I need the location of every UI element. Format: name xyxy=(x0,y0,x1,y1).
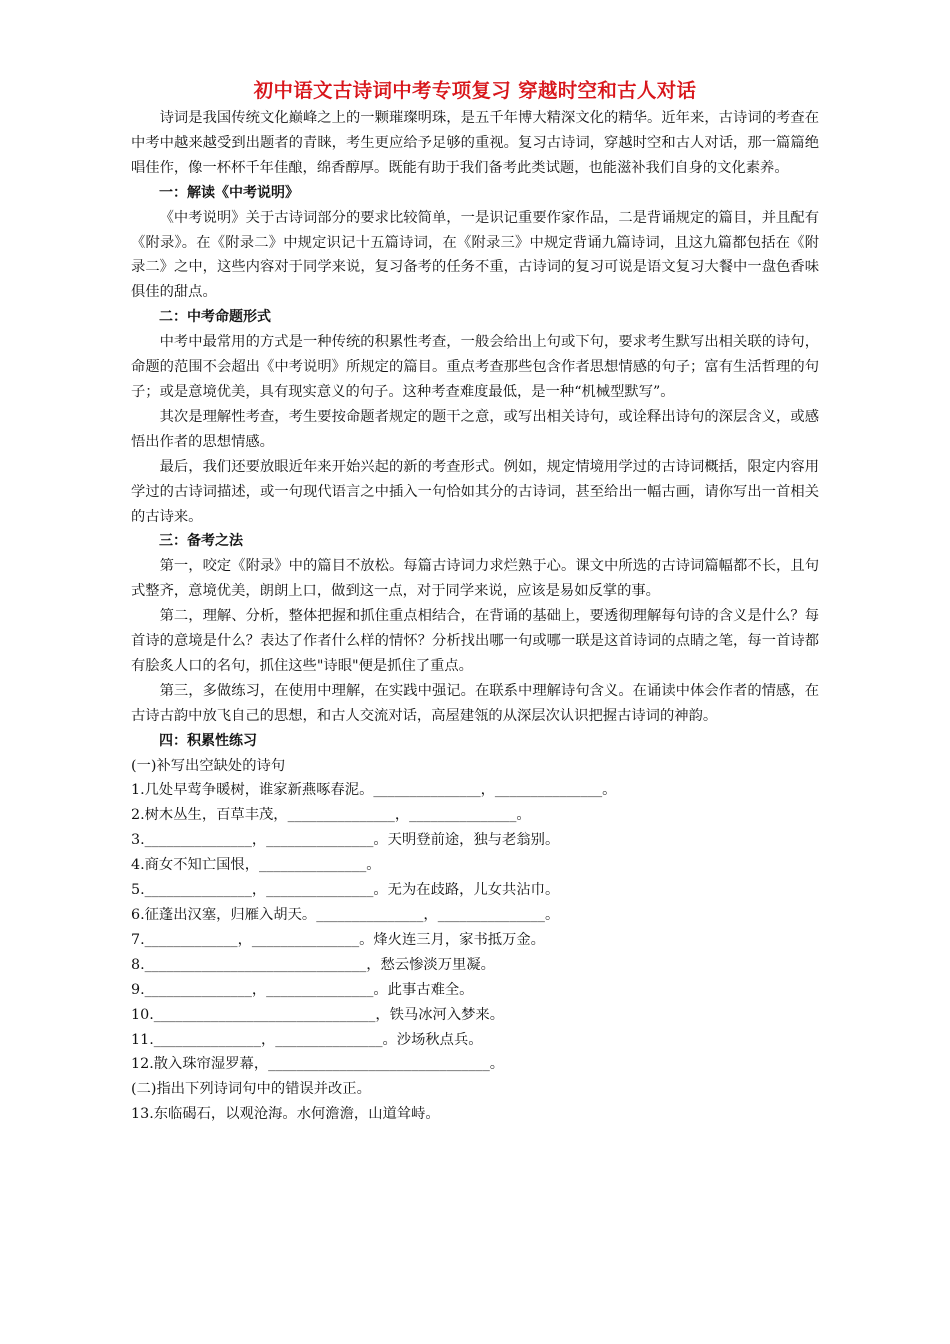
section2-paragraph: 最后，我们还要放眼近年来开始兴起的新的考查形式。例如，规定情境用学过的古诗词概括，限定内容用学过的古诗词描述，或一句现代语言之中插入一句恰如其分的古诗词，甚至给出一幅古画，请你写出一首相关的古诗来。 xyxy=(131,458,819,525)
section-heading-1: 一：解读《中考说明》 xyxy=(159,184,299,201)
document-title: 初中语文古诗词中考专项复习 穿越时空和古人对话 xyxy=(253,79,697,102)
exercise-item: 6.征蓬出汉塞，归雁入胡天。_______________，_______________。 xyxy=(131,907,560,923)
exercise-item: 1.几处早莺争暖树，谁家新燕啄春泥。_______________，_______________。 xyxy=(131,782,617,799)
exercise-item: 9._______________，_______________。此事古难全。 xyxy=(131,981,474,998)
exercise-item: 4.商女不知亡国恨，_______________。 xyxy=(131,857,381,874)
exercise-item: 8._______________________________，愁云惨淡万里凝。 xyxy=(131,956,495,973)
exercise-item: 10._______________________________，铁马冰河入梦来。 xyxy=(131,1006,505,1023)
section3-paragraph: 第一，咬定《附录》中的篇目不放松。每篇古诗词力求烂熟于心。课文中所选的古诗词篇幅都不长，且句式整齐，意境优美，朗朗上口，做到这一点，对于同学来说，应该是易如反掌的事。 xyxy=(131,558,819,600)
section2-paragraph: 其次是理解性考查，考生要按命题者规定的题干之意，或写出相关诗句，或诠释出诗句的深层含义，或感悟出作者的思想情感。 xyxy=(131,408,819,450)
intro-paragraph: 诗词是我国传统文化巅峰之上的一颗璀璨明珠，是五千年博大精深文化的精华。近年来，古诗词的考查在中考中越来越受到出题者的青睐，考生更应给予足够的重视。复习古诗词，穿越时空和古人对话，那一篇篇绝唱佳作，像一杯杯千年佳酿，绵香醇厚。既能有助于我们备考此类试题，也能滋补我们自身的文化素养。 xyxy=(131,110,819,176)
section-heading-2: 二：中考命题形式 xyxy=(159,309,271,326)
exercise-item: 5._______________，_______________。无为在歧路，儿女共沾巾。 xyxy=(131,882,560,899)
exercise-item: 7._____________，_______________。烽火连三月，家书抵万金。 xyxy=(131,931,545,948)
section-heading-3: 三：备考之法 xyxy=(159,533,243,550)
section-heading-4: 四：积累性练习 xyxy=(159,732,257,749)
section3-paragraph: 第三，多做练习，在使用中理解，在实践中强记。在联系中理解诗句含义。在诵读中体会作者的情感，在古诗古韵中放飞自己的思想，和古人交流对话，高屋建瓴的从深层次认识把握古诗词的神韵。 xyxy=(131,682,819,724)
section2-paragraph: 中考中最常用的方式是一种传统的积累性考查，一般会给出上句或下句，要求考生默写出相关联的诗句，命题的范围不会超出《中考说明》所规定的篇目。重点考查那些包含作者思想情感的句子；富有生活哲理的句子；或是意境优美，具有现实意义的句子。这种考查难度最低，是一种“机械型默写”。 xyxy=(131,334,819,400)
exercise-item: 13.东临碣石，以观沧海。水何澹澹，山道耸峙。 xyxy=(131,1106,440,1123)
document-page xyxy=(131,78,819,1127)
exercise-item: 11._______________，_______________。沙场秋点兵。 xyxy=(131,1031,483,1048)
exercise-subheading: (二)指出下列诗词句中的错误并改正。 xyxy=(131,1081,371,1098)
section1-paragraph: 《中考说明》关于古诗词部分的要求比较简单，一是识记重要作家作品，二是背诵规定的篇目，并且配有《附录》。在《附录二》中规定识记十五篇诗词，在《附录三》中规定背诵九篇诗词，且这九篇都包括在《附录二》之中，这些内容对于同学来说，复习备考的任务不重，古诗词的复习可说是语文复习大餐中一盘色香味俱佳的甜点。 xyxy=(131,209,819,301)
section3-paragraph: 第二，理解、分析，整体把握和抓住重点相结合，在背诵的基础上，要透彻理解每句诗的含义是什么？每首诗的意境是什么？表达了作者什么样的情怀？分析找出哪一句或哪一联是这首诗词的点睛之笔，每一首诗都有脍炙人口的名句，抓住这些"诗眼"便是抓住了重点。 xyxy=(131,608,819,674)
exercise-item: 2.树木丛生，百草丰茂，_______________，_______________。 xyxy=(131,807,531,824)
exercise-subheading: (一)补写出空缺处的诗句 xyxy=(131,757,286,774)
exercise-item: 3._______________，_______________。天明登前途，独与老翁别。 xyxy=(131,832,560,849)
exercise-item: 12.散入珠帘湿罗幕，_______________________________。 xyxy=(131,1056,505,1073)
